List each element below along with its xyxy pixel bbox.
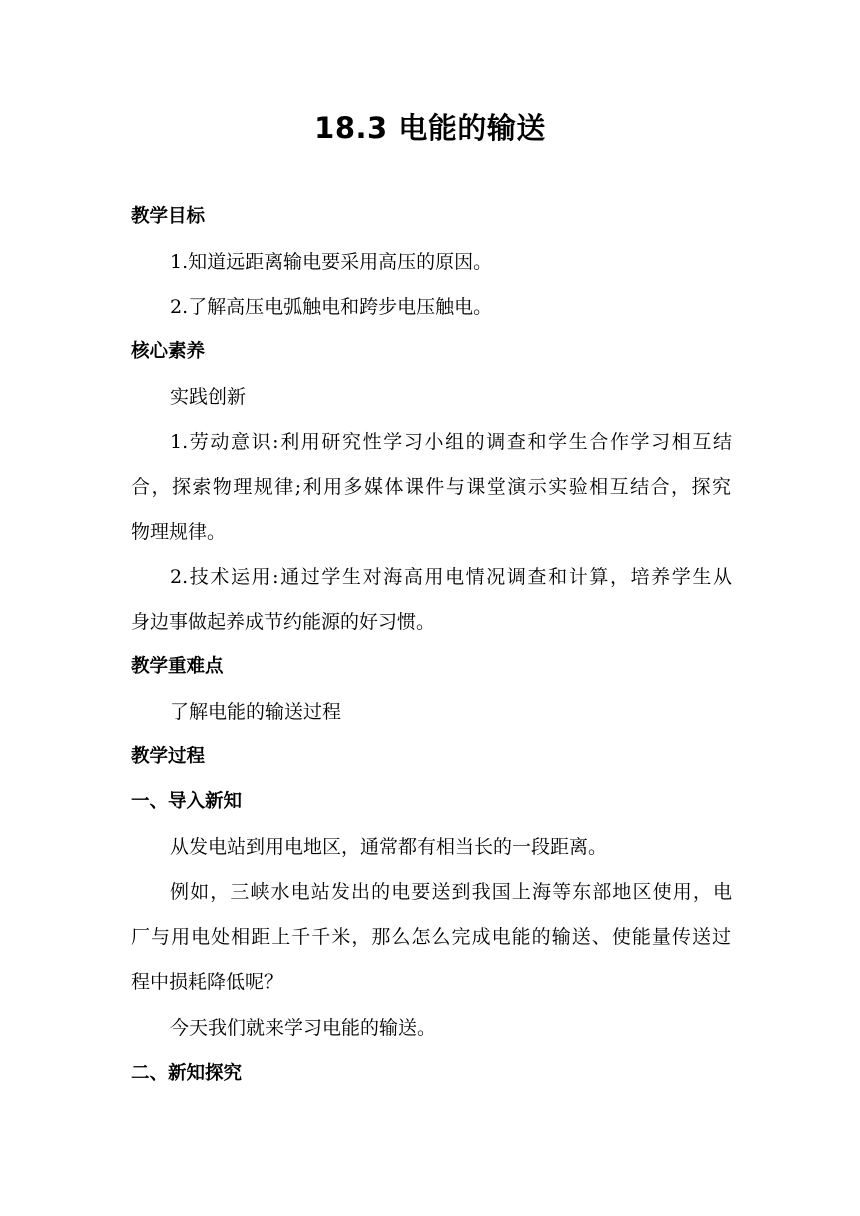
section-heading-literacy: 核心素养	[131, 341, 206, 362]
section-heading-goals: 教学目标	[131, 206, 206, 227]
intro-p2-line1: 例如，三峡水电站发出的电要送到我国上海等东部地区使用，电	[170, 881, 732, 903]
subsection-heading-intro: 一、导入新知	[131, 791, 243, 812]
page-title: 18.3 电能的输送	[314, 111, 546, 145]
literacy-p1-line2: 合，探索物理规律;利用多媒体课件与课堂演示实验相互结合，探究	[131, 476, 731, 498]
intro-p2-line3: 程中损耗降低呢？	[131, 971, 284, 993]
intro-p2-line2: 厂与用电处相距上千千米，那么怎么完成电能的输送、使能量传送过	[131, 926, 731, 948]
intro-paragraph-1: 从发电站到用电地区，通常都有相当长的一段距离。	[170, 836, 608, 858]
literacy-p1-line1: 1.劳动意识:利用研究性学习小组的调查和学生合作学习相互结	[170, 431, 732, 453]
section-heading-key-points: 教学重难点	[131, 656, 224, 677]
literacy-p1-line3: 物理规律。	[131, 521, 227, 543]
key-points-text: 了解电能的输送过程	[170, 701, 342, 723]
intro-paragraph-3: 今天我们就来学习电能的输送。	[170, 1017, 437, 1039]
literacy-p2-line1: 2.技术运用:通过学生对海高用电情况调查和计算，培养学生从	[170, 566, 732, 588]
literacy-p2-line2: 身边事做起养成节约能源的好习惯。	[131, 611, 436, 633]
section-heading-process: 教学过程	[131, 746, 206, 767]
subsection-heading-explore: 二、新知探究	[131, 1063, 243, 1084]
literacy-subheading: 实践创新	[170, 386, 247, 408]
goal-item-1: 1.知道远距离输电要采用高压的原因。	[170, 251, 493, 273]
goal-item-2: 2.了解高压电弧触电和跨步电压触电。	[170, 296, 493, 318]
